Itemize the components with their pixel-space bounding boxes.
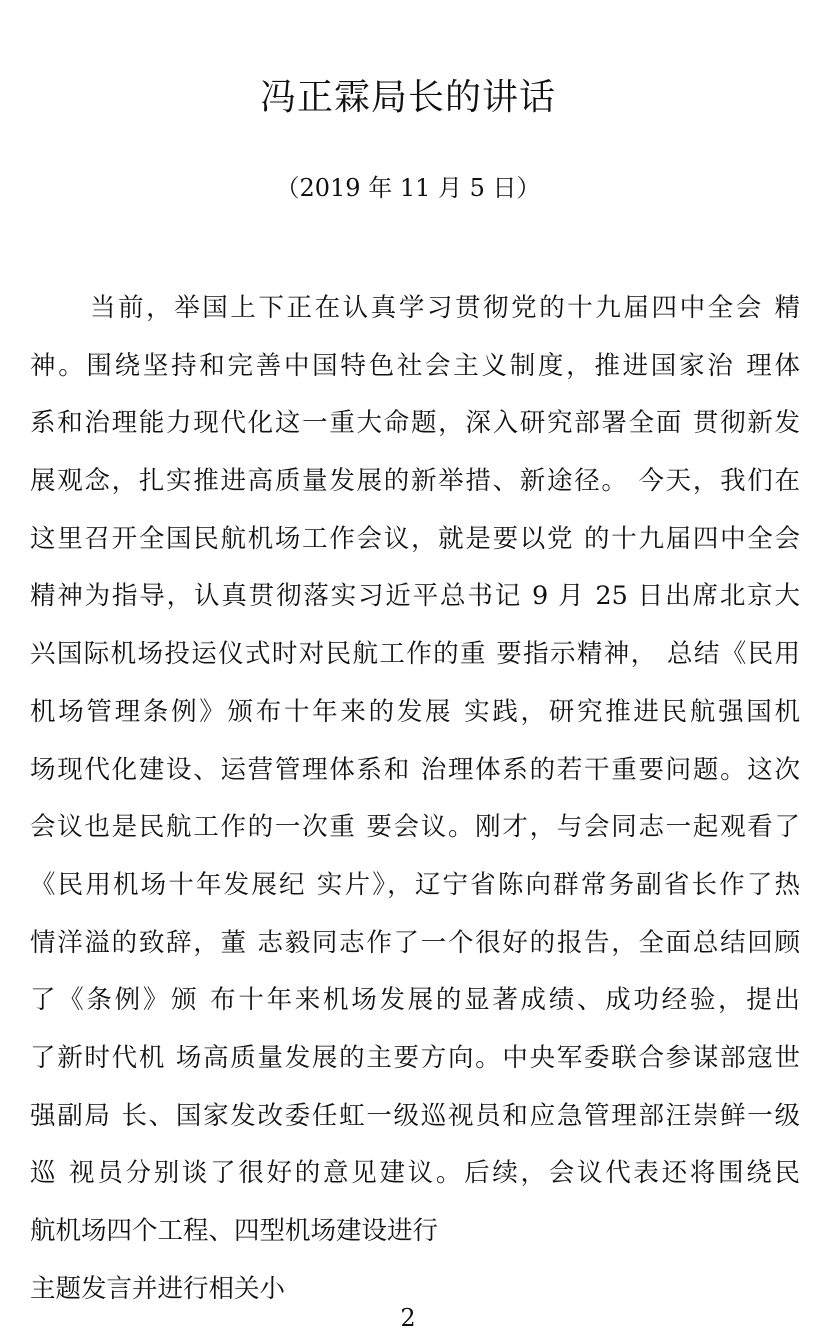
- body-line: 情洋溢的致辞，董 志毅同志作了一个很好的报告，全面总结回顾: [30, 927, 800, 958]
- body-line: 展观念，扎实推进高质量发展的新举措、新途径。 今天，我们在: [30, 466, 800, 497]
- body-line: 会议也是民航工作的一次重 要会议。刚才，与会同志一起观看了: [30, 812, 800, 843]
- body-line: 航机场四个工程、四型机场建设进行: [30, 1216, 439, 1246]
- body-line: 神。围绕坚持和完善中国特色社会主义制度，推进国家治 理体: [30, 350, 800, 381]
- speech-date: （2019 年 11 月 5 日）: [275, 174, 541, 202]
- body-line: 了《条例》颁 布十年来机场发展的显著成绩、成功经验，提出: [30, 985, 800, 1016]
- body-line: 这里召开全国民航机场工作会议，就是要以党 的十九届四中全会: [30, 523, 800, 554]
- body-line: 强副局 长、国家发改委任虹一级巡视员和应急管理部汪崇鲜一级: [30, 1100, 800, 1131]
- speech-body: [30, 280, 800, 1318]
- body-line: 场现代化建设、运营管理体系和 治理体系的若干重要问题。这次: [30, 754, 800, 785]
- body-line: 巡 视员分别谈了很好的意见建议。后续，会议代表还将围绕民: [30, 1158, 800, 1189]
- page-title: 冯正霖局长的讲话: [259, 77, 556, 118]
- body-line: 兴国际机场投运仪式时对民航工作的重 要指示精神， 总结《民用: [30, 639, 800, 670]
- body-line: 机场管理条例》颁布十年来的发展 实践，研究推进民航强国机: [30, 696, 800, 727]
- body-line: 系和治理能力现代化这一重大命题，深入研究部署全面 贯彻新发: [30, 408, 800, 439]
- body-line: 当前，举国上下正在认真学习贯彻党的十九届四中全会 精: [90, 293, 800, 323]
- page-number: 2: [400, 1304, 416, 1332]
- body-line: 了新时代机 场高质量发展的主要方向。中央军委联合参谋部寇世: [30, 1042, 800, 1073]
- body-line: 精神为指导，认真贯彻落实习近平总书记 9 月 25 日出席北京大: [30, 581, 800, 612]
- body-line: 主题发言并进行相关小: [30, 1273, 286, 1304]
- body-line: 《民用机场十年发展纪 实片》，辽宁省陈向群常务副省长作了热: [30, 869, 800, 900]
